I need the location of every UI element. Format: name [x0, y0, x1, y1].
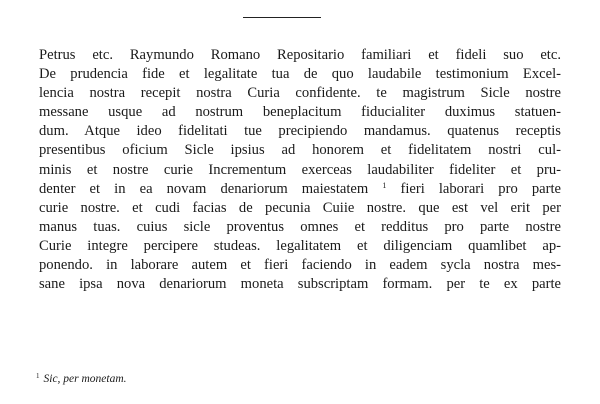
document-body — [39, 46, 561, 294]
footnote-reference[interactable]: 1 — [382, 180, 387, 190]
text-line: Petrus etc. Raymundo Romano Repositario familiari et fideli suo etc. — [39, 47, 561, 63]
text-line: presentibus oficium Sicle ipsius ad honorem et fidelitatem nostri cul- — [39, 142, 561, 159]
text-line: messane usque ad nostrum beneplacitum fiducialiter duximus statuen- — [39, 104, 561, 121]
text-line: minis et nostre curie Incrementum exerceas laudabiliter fideliter et pru- — [39, 161, 561, 178]
footnote — [36, 372, 127, 385]
text-segment: denter et in ea novam denariorum maiestatem — [39, 180, 369, 197]
text-line: curie nostre. et cudi facias de pecunia Cuiie nostre. que est vel erit per — [39, 199, 561, 216]
text-line: De prudencia fide et legalitate tua de quo laudabile testimonium Excel- — [39, 66, 561, 83]
footnote-mark: 1 — [36, 372, 40, 380]
text-line: Curie integre percipere studeas. legalitatem et diligenciam quamlibet ap- — [39, 237, 561, 254]
text-line: lencia nostra recepit nostra Curia confidente. te magistrum Sicle nostre — [39, 85, 561, 102]
text-line-with-footnote — [39, 180, 561, 199]
section-divider — [243, 17, 321, 18]
text-line: manus tuas. cuius sicle proventus omnes et redditus pro parte nostre — [39, 218, 561, 235]
text-line: sane ipsa nova denariorum moneta subscriptam formam. per te ex parte — [39, 276, 561, 293]
footnote-text: Sic, per monetam. — [43, 373, 127, 385]
text-line: ponendo. in laborare autem et fieri faciendo in eadem sycla nostra mes- — [39, 257, 561, 274]
text-line: dum. Atque ideo fidelitati tue precipiendo mandamus. quatenus receptis — [39, 123, 561, 140]
text-segment: fieri laborari pro parte — [400, 180, 562, 197]
